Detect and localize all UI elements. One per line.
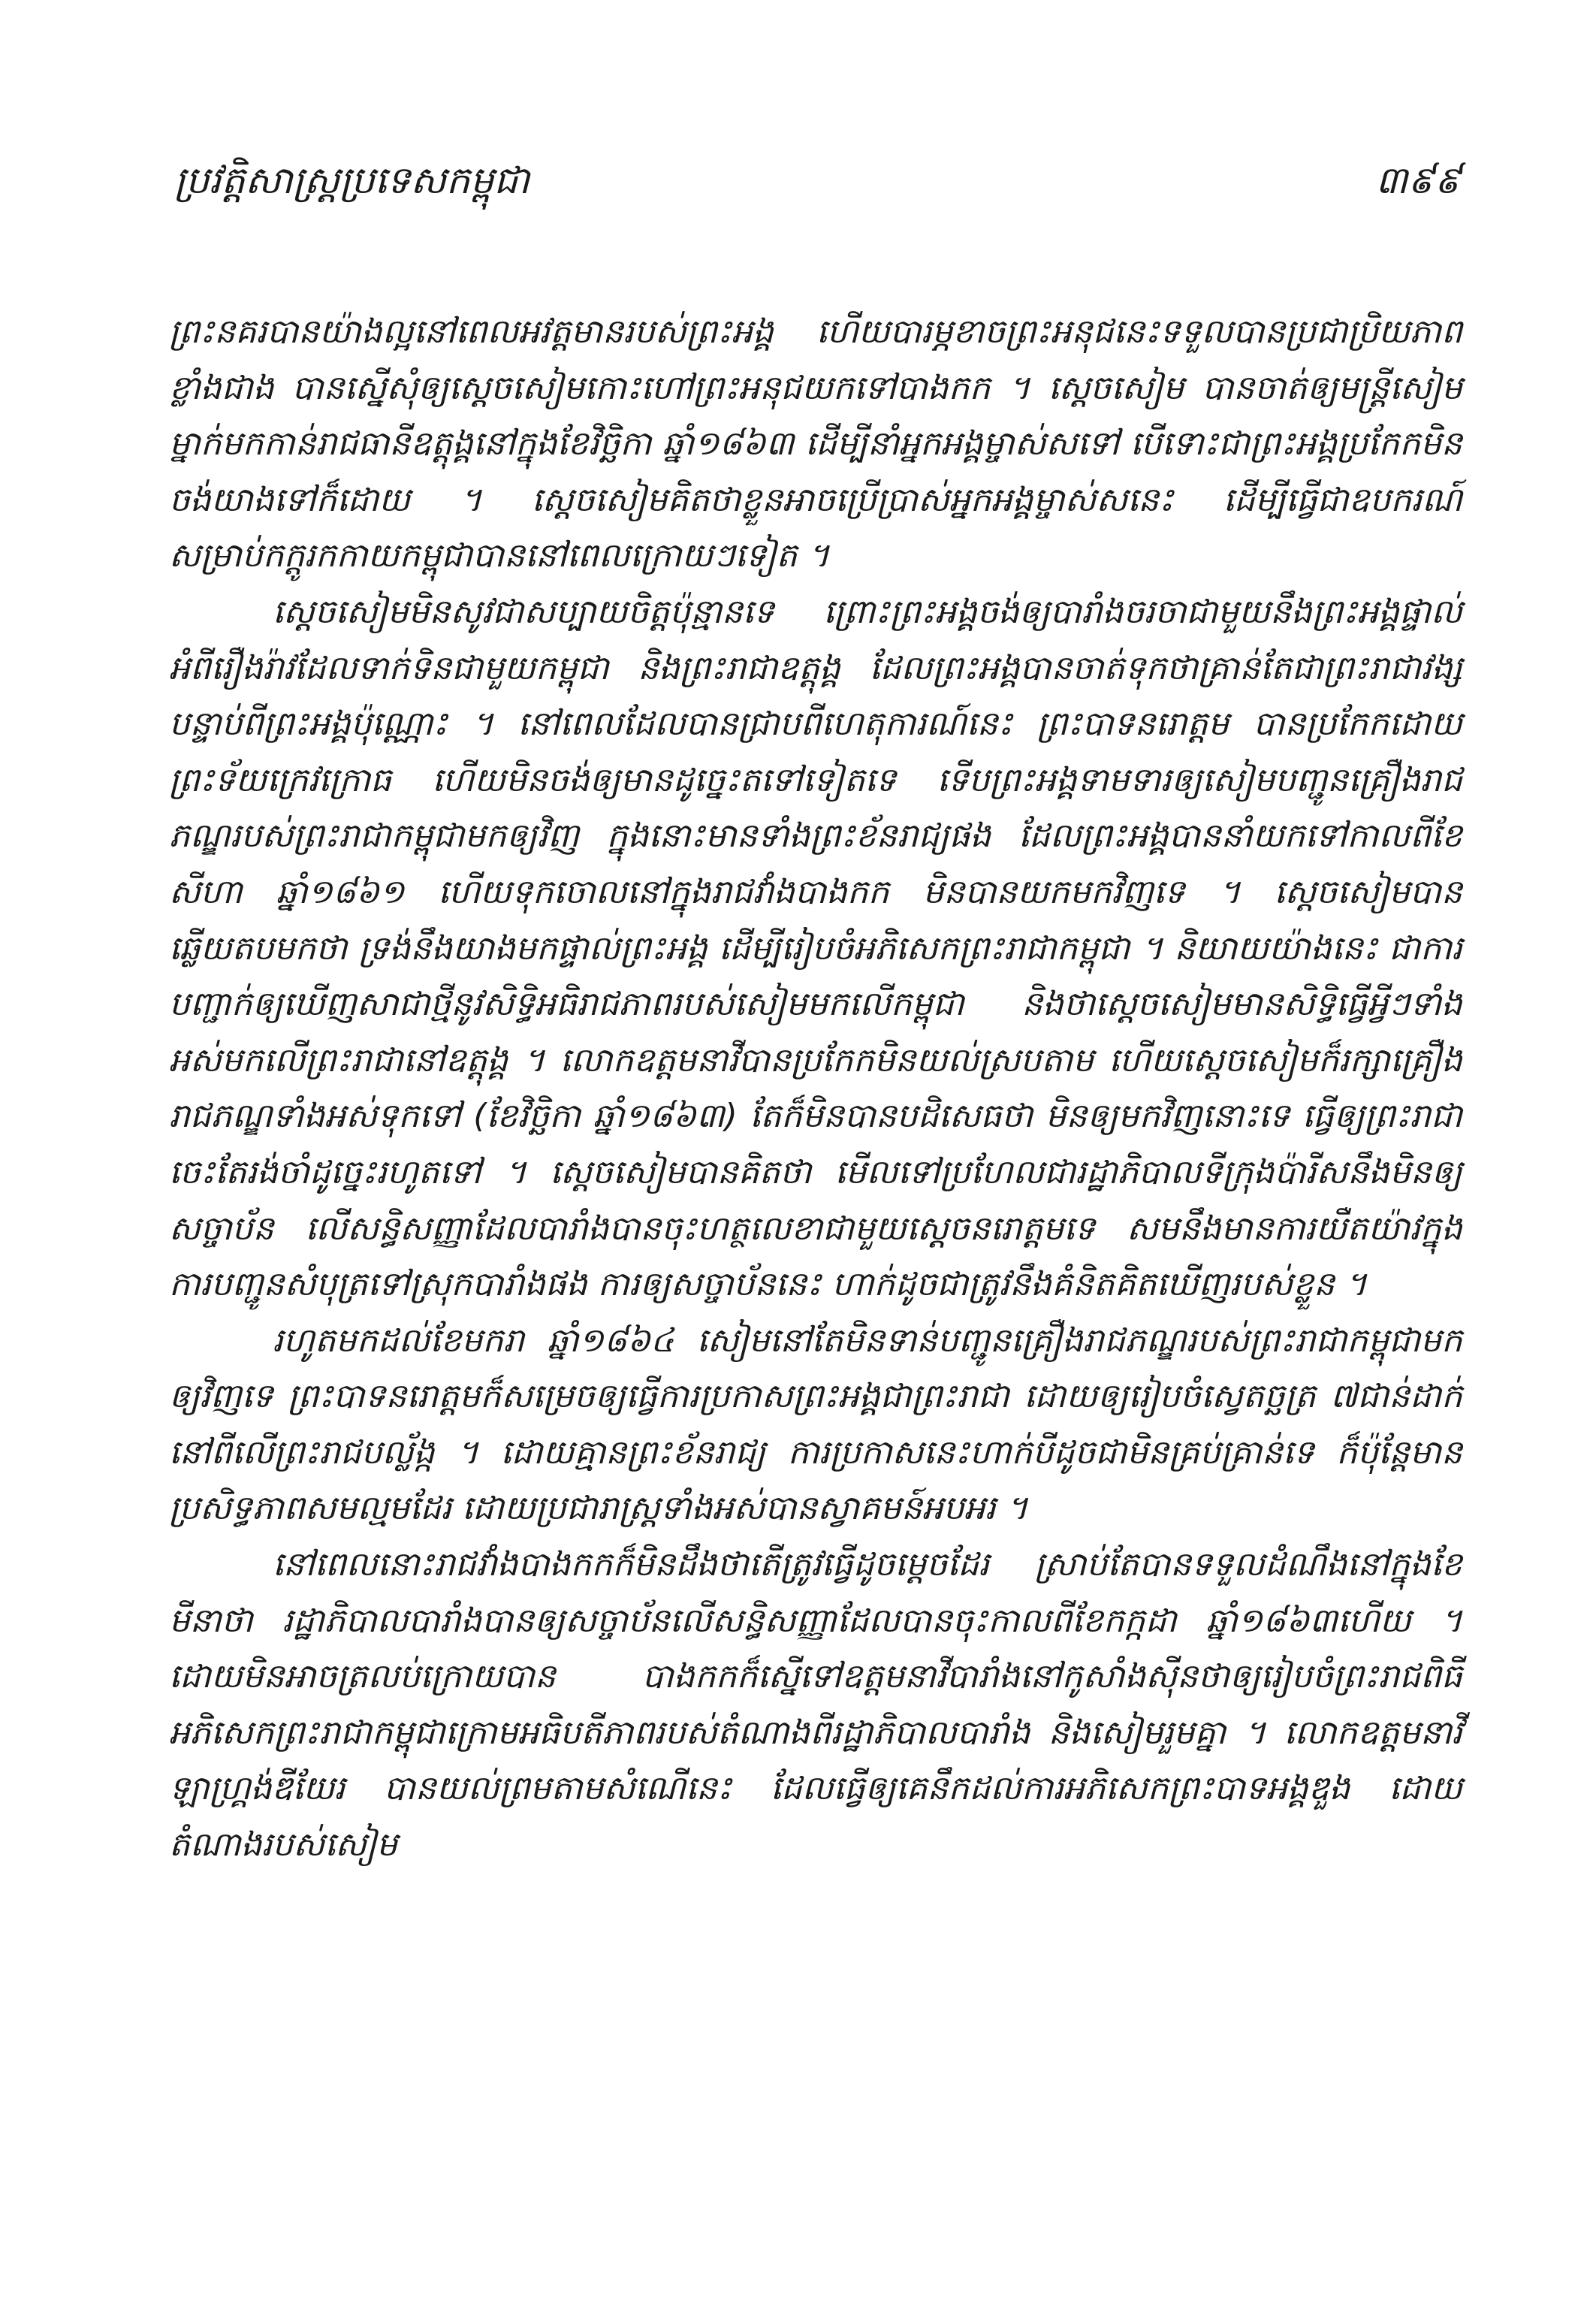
body-text bbox=[169, 304, 1462, 1874]
paragraph: ស្តេចសៀមមិនសូវជាសប្បាយចិត្តប៉ុន្មានទេ ព្រោះព្រះអង្គចង់ឲ្យបារាំងចរចាជាមួយនឹងព្រះអង្គផ្ទាល់អំពីរឿងរ៉ាវដែលទាក់ទិនជាមួយកម្ពុជា និងព្រះរាជាឧត្តុង្គ ដែលព្រះអង្គបានចាត់ទុកថាគ្រាន់តែជាព្រះរាជាវង្សបន្ទាប់ពីព្រះអង្គប៉ុណ្ណោះ ។ នៅពេលដែលបានជ្រាបពីហេតុការណ៍នេះ ព្រះបាទនរោត្តម បានប្រកែកដោយព្រះទ័យក្រេវក្រោធ ហើយមិនចង់ឲ្យមានដូច្នេះតទៅទៀតទេ ទើបព្រះអង្គទាមទារឲ្យសៀមបញ្ជូនគ្រឿងរាជភណ្ឌរបស់ព្រះរាជាកម្ពុជាមកឲ្យវិញ ក្នុងនោះមានទាំងព្រះខ័នរាជ្យផង ដែលព្រះអង្គបាននាំយកទៅកាលពីខែសីហា ឆ្នាំ១៨៦១ ហើយទុកចោលនៅក្នុងរាជវាំងបាងកក មិនបានយកមកវិញទេ ។ ស្តេចសៀមបានឆ្លើយតបមកថា ទ្រង់នឹងយាងមកផ្ទាល់ព្រះអង្គ ដើម្បីរៀបចំអភិសេកព្រះរាជាកម្ពុជា ។ និយាយយ៉ាងនេះ ជាការបញ្ជាក់ឲ្យឃើញសាជាថ្មីនូវសិទ្ធិអធិរាជភាពរបស់សៀមមកលើកម្ពុជា និងថាស្តេចសៀមមានសិទ្ធិធ្វើអ្វីៗទាំងអស់មកលើព្រះរាជានៅឧត្តុង្គ ។ លោកឧត្តមនាវីបានប្រកែកមិនយល់ស្របតាម ហើយស្តេចសៀមក៏រក្សាគ្រឿងរាជភណ្ឌទាំងអស់ទុកទៅ (ខែវិច្ឆិកា ឆ្នាំ១៨៦៣) តែក៏មិនបានបដិសេធថា មិនឲ្យមកវិញនោះទេ ធ្វើឲ្យព្រះរាជាចេះតែរង់ចាំដូច្នេះរហូតទៅ ។ ស្តេចសៀមបានគិតថា មើលទៅប្រហែលជារដ្ឋាភិបាលទីក្រុងប៉ារីសនឹងមិនឲ្យសច្ចាប័ន លើសន្ធិសញ្ញាដែលបារាំងបានចុះហត្ថលេខាជាមួយស្តេចនរោត្តមទេ សមនឹងមានការយឺតយ៉ាវក្នុងការបញ្ជូនសំបុត្រទៅស្រុកបារាំងផង ការឲ្យសច្ចាប័ននេះ ហាក់ដូចជាត្រូវនឹងគំនិតគិតឃើញរបស់ខ្លួន ។ bbox=[169, 592, 1462, 1304]
running-title: ប្រវត្តិសាស្ត្រប្រទេសកម្ពុជា bbox=[174, 158, 530, 202]
paragraph: រហូតមកដល់ខែមករា ឆ្នាំ១៨៦៤ សៀមនៅតែមិនទាន់បញ្ជូនគ្រឿងរាជភណ្ឌរបស់ព្រះរាជាកម្ពុជាមកឲ្យវិញទេ ព្រះបាទនរោត្តមក៏សម្រេចឲ្យធ្វើការប្រកាសព្រះអង្គជាព្រះរាជា ដោយឲ្យរៀបចំស្វេតច្ឆត្រ ៧ជាន់ដាក់នៅពីលើព្រះរាជបល្ល័ង្ក ។ ដោយគ្មានព្រះខ័នរាជ្យ ការប្រកាសនេះហាក់បីដូចជាមិនគ្រប់គ្រាន់ទេ ក៏ប៉ុន្តែមានប្រសិទ្ធភាពសមល្មមដែរ ដោយប្រជារាស្ត្រទាំងអស់បានស្វាគមន៍អបអរ ។ bbox=[169, 1321, 1462, 1528]
page-number: ៣៩៩ bbox=[1375, 158, 1461, 202]
page-header bbox=[174, 150, 1461, 218]
paragraph: នៅពេលនោះរាជវាំងបាងកកក៏មិនដឹងថាតើត្រូវធ្វើដូចម្តេចដែរ ស្រាប់តែបានទទួលដំណឹងនៅក្នុងខែមីនាថា រដ្ឋាភិបាលបារាំងបានឲ្យសច្ចាប័នលើសន្ធិសញ្ញាដែលបានចុះកាលពីខែកក្កដា ឆ្នាំ១៨៦៣ហើយ ។ ដោយមិនអាចត្រលប់ក្រោយបាន បាងកកក៏ស្នើទៅឧត្តមនាវីបារាំងនៅកូសាំងស៊ីនថាឲ្យរៀបចំព្រះរាជពិធីអភិសេកព្រះរាជាកម្ពុជាក្រោមអធិបតីភាពរបស់តំណាងពីរដ្ឋាភិបាលបារាំង និងសៀមរួមគ្នា ។ លោកឧត្តមនាវី ឡាហ្គ្រង់ឌីយែរ បានយល់ព្រមតាមសំណើនេះ ដែលធ្វើឲ្យគេនឹកដល់ការអភិសេកព្រះបាទអង្គឌួង ដោយតំណាងរបស់សៀម bbox=[169, 1545, 1462, 1865]
paragraph-continuation: ព្រះនគរបានយ៉ាងល្អនៅពេលអវត្តមានរបស់ព្រះអង្គ ហើយបារម្ភខាចព្រះអនុជនេះទទួលបានប្រជាប្រិយភាពខ្លាំងជាង បានស្នើសុំឲ្យស្តេចសៀមកោះហៅព្រះអនុជយកទៅបាងកក ។ ស្តេចសៀម បានចាត់ឲ្យមន្ត្រីសៀមម្នាក់មកកាន់រាជធានីឧត្តុង្គនៅក្នុងខែវិច្ឆិកា ឆ្នាំ១៨៦៣ ដើម្បីនាំអ្នកអង្គម្ចាស់សទៅ បើទោះជាព្រះអង្គប្រកែកមិនចង់យាងទៅក៏ដោយ ។ ស្តេចសៀមគិតថាខ្លួនអាចប្រើប្រាស់អ្នកអង្គម្ចាស់សនេះ ដើម្បីធ្វើជាឧបករណ៍សម្រាប់កក្ដូរកកាយកម្ពុជាបាននៅពេលក្រោយៗទៀត ។ bbox=[169, 313, 1462, 575]
